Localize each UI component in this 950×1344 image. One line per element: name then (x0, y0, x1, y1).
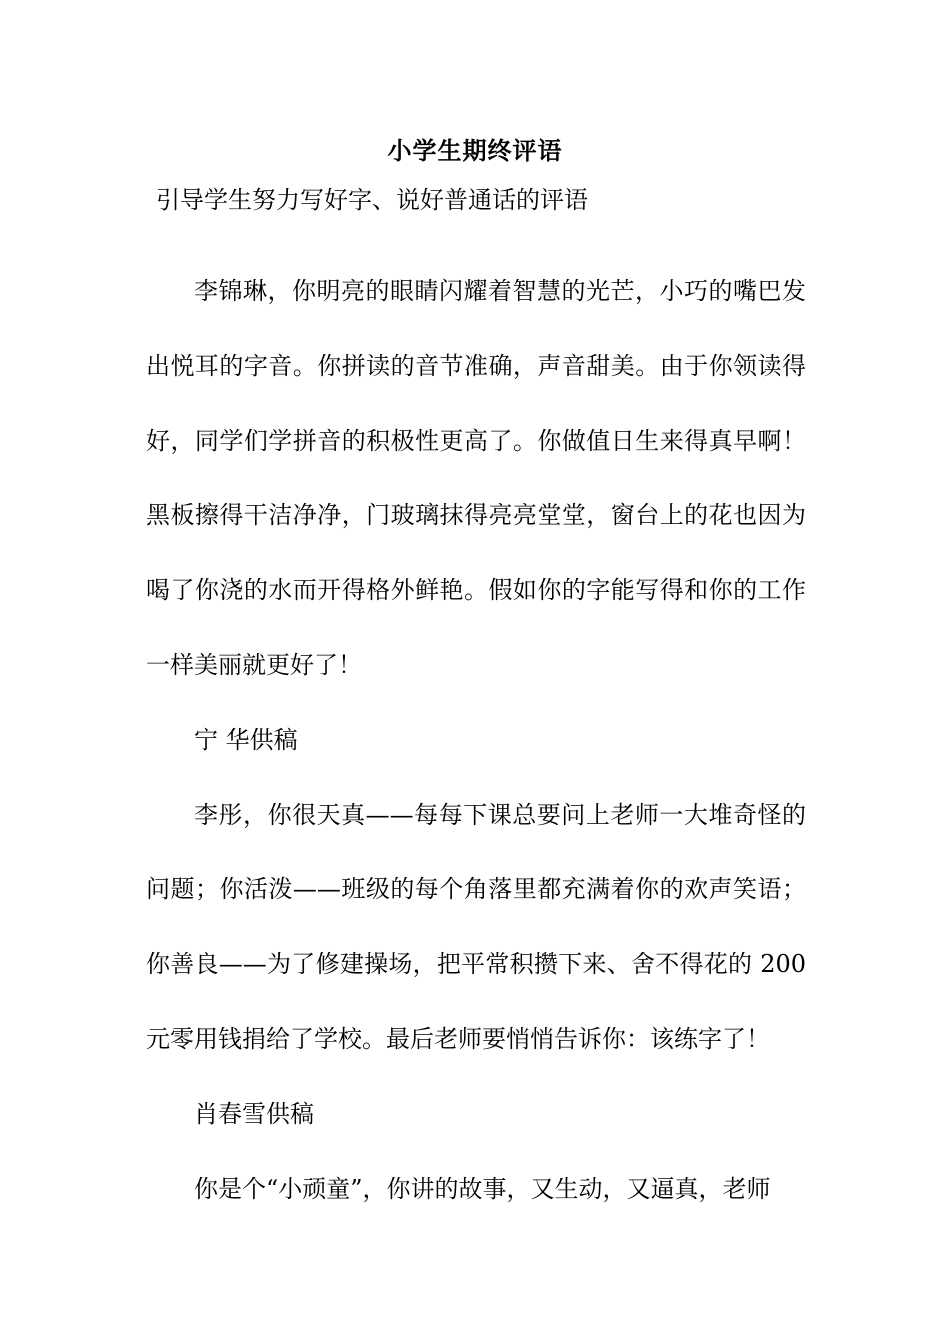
paragraph-comment-little-rascal: 你是个“小顽童”，你讲的故事，又生动，又逼真，老师 (194, 1174, 771, 1203)
paragraph-comment-li-jinlin: 李锦琳，你明亮的眼睛闪耀着智慧的光芒，小巧的嘴巴发出悦耳的字音。你拼读的音节准确，声音甜美。由于你领读得好，同学们学拼音的积极性更高了。你做值日生来得真早啊！黑板擦得干洁净净，门玻璃抹得亮亮堂堂，窗台上的花也因为喝了你浇的水而开得格外鲜艳。假如你的字能写得和你的工作一样美丽就更好了！ (146, 277, 806, 679)
paragraph-contributor-xiao-chunxue: 肖春雪供稿 (194, 1099, 314, 1128)
document-body (146, 254, 806, 1226)
paragraph-contributor-ning-hua: 宁 华供稿 (194, 725, 298, 754)
document-title: 小学生期终评语 (387, 136, 563, 165)
document-subtitle: 引导学生努力写好字、说好普通话的评语 (156, 186, 588, 214)
paragraph-comment-li-tong: 李彤，你很天真——每每下课总要问上老师一大堆奇怪的问题；你活泼——班级的每个角落里都充满着你的欢声笑语；你善良——为了修建操场，把平常积攒下来、舍不得花的 200元零用钱捐给了学校。最后老师要悄悄告诉你：该练字了！ (146, 800, 806, 1053)
